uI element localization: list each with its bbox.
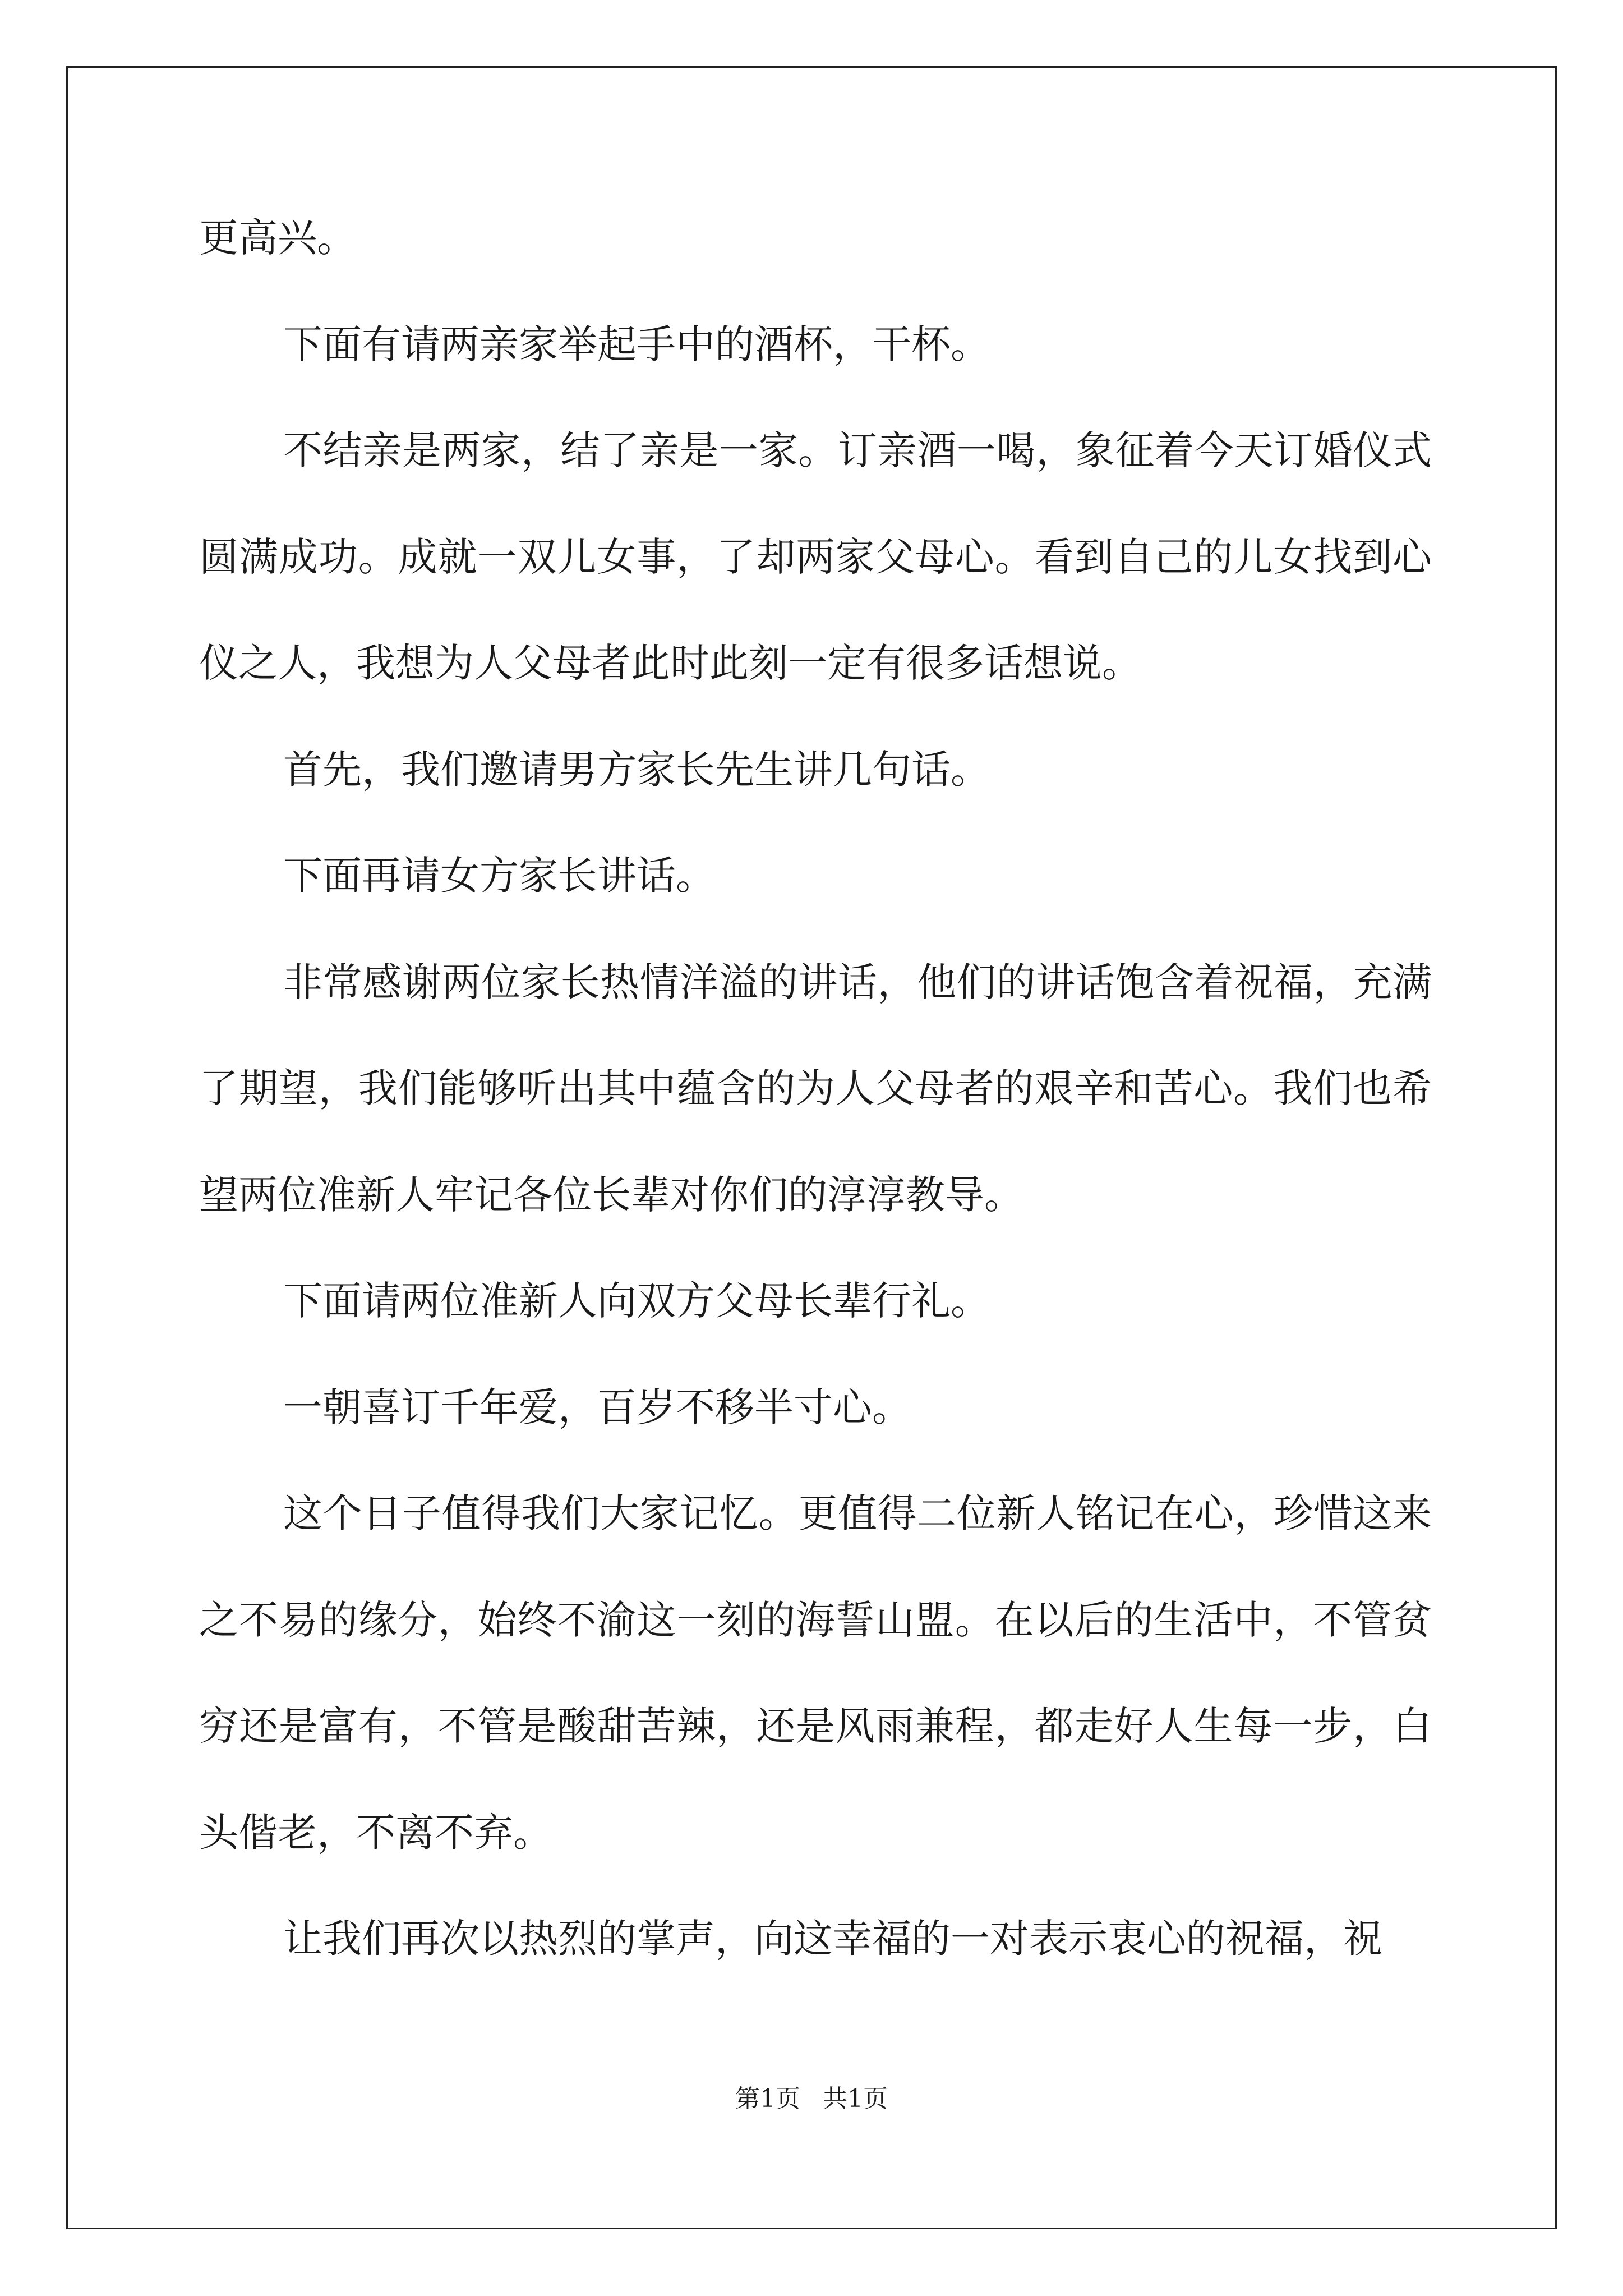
paragraph-5: 下面再请女方家长讲话。 bbox=[283, 853, 715, 899]
page-total: 共1页 bbox=[823, 2085, 888, 2113]
paragraph-4: 首先，我们邀请男方家长先生讲几句话。 bbox=[283, 746, 990, 793]
paragraph-8: 一朝喜订千年爱，百岁不移半寸心。 bbox=[283, 1384, 911, 1430]
page-footer bbox=[0, 2082, 1623, 2116]
paragraph-6: 非常感谢两位家长热情洋溢的讲话，他们的讲话饱含着祝福，充满了期望，我们能够听出其中蕴含的为人父母者的艰辛和苦心。我们也希望两位准新人牢记各位长辈对你们的淳淳教导。 bbox=[199, 959, 1432, 1218]
paragraph-9: 这个日子值得我们大家记忆。更值得二位新人铭记在心，珍惜这来之不易的缘分，始终不渝这一刻的海誓山盟。在以后的生活中，不管贫穷还是富有，不管是酸甜苦辣，还是风雨兼程，都走好人生每一步，白头偕老，不离不弃。 bbox=[199, 1490, 1432, 1856]
paragraph-1: 更高兴。 bbox=[199, 215, 356, 261]
document-body bbox=[199, 185, 1432, 1993]
page-number: 第1页 bbox=[735, 2085, 800, 2113]
paragraph-7: 下面请两位准新人向双方父母长辈行礼。 bbox=[283, 1278, 990, 1324]
paragraph-2: 下面有请两亲家举起手中的酒杯，干杯。 bbox=[283, 321, 990, 367]
paragraph-10: 让我们再次以热烈的掌声，向这幸福的一对表示衷心的祝福，祝 bbox=[283, 1916, 1382, 1962]
paragraph-3: 不结亲是两家，结了亲是一家。订亲酒一喝，象征着今天订婚仪式圆满成功。成就一双儿女事，了却两家父母心。看到自己的儿女找到心仪之人，我想为人父母者此时此刻一定有很多话想说。 bbox=[199, 427, 1432, 686]
